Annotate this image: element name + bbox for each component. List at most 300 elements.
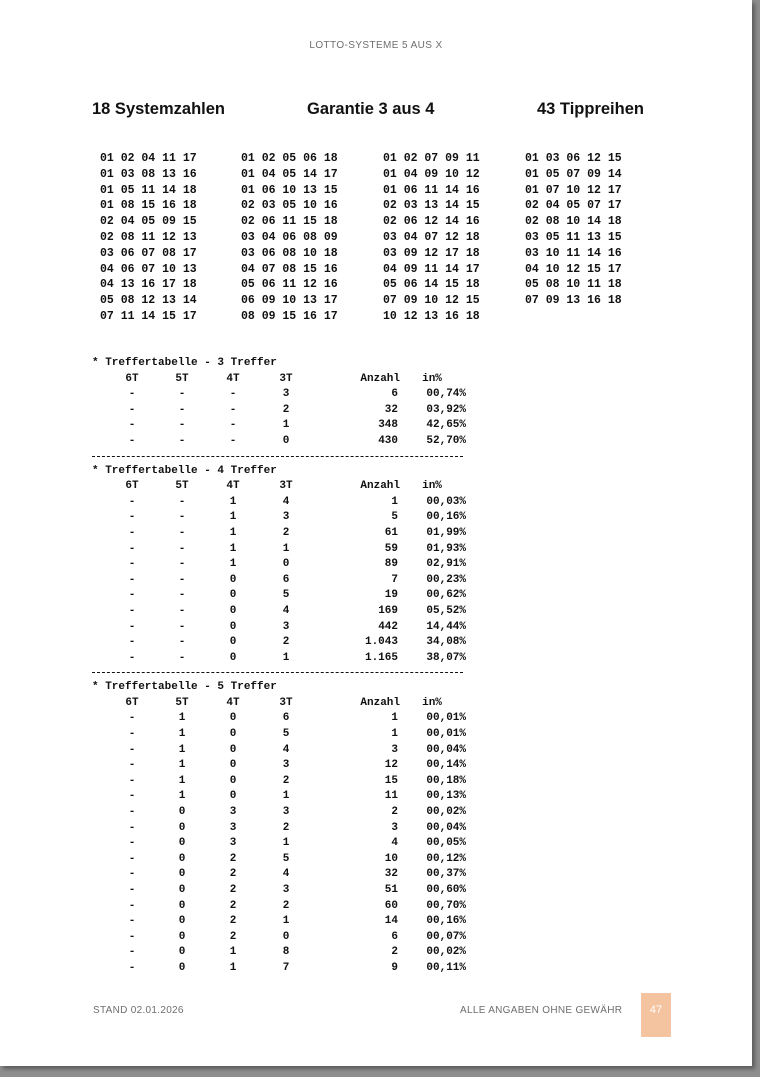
cell-percent: 03,92% [426, 403, 466, 416]
cell-3t: 1 [282, 837, 290, 850]
cell-3t: 0 [282, 558, 290, 571]
cell-3t: 6 [282, 712, 290, 725]
tip-row: 03 04 06 08 09 [241, 230, 338, 244]
cell-4t: 2 [229, 930, 237, 943]
cell-4t: 1 [229, 526, 237, 539]
heading-systemzahlen: 18 Systemzahlen [92, 100, 225, 118]
cell-percent: 14,44% [426, 620, 466, 633]
cell-4t: 1 [229, 558, 237, 571]
cell-4t: 0 [229, 774, 237, 787]
page-number: 47 [641, 993, 671, 1037]
table-row [92, 588, 466, 604]
cell-percent: 00,62% [426, 589, 466, 602]
tip-row: 02 04 05 07 17 [525, 199, 622, 213]
table-row [92, 836, 466, 852]
cell-6t: - [128, 620, 136, 633]
column-header-t5: 5T [175, 372, 189, 385]
cell-3t: 0 [282, 434, 290, 447]
cell-6t: - [128, 915, 136, 928]
cell-4t: 3 [229, 806, 237, 819]
cell-4t: 0 [229, 589, 237, 602]
column-header-pct: in% [422, 480, 442, 493]
cell-anzahl: 430 [378, 434, 398, 447]
cell-6t: - [128, 434, 136, 447]
table-header-row [92, 696, 442, 712]
table-separator [92, 450, 277, 464]
cell-anzahl: 1 [391, 728, 398, 741]
table-row [92, 418, 466, 434]
tip-row: 02 06 11 15 18 [241, 215, 338, 229]
table-separator [92, 666, 277, 680]
tip-row: 05 08 12 13 14 [100, 294, 197, 308]
table-title: * Treffertabelle - 5 Treffer [92, 681, 277, 694]
cell-3t: 3 [282, 511, 290, 524]
cell-6t: - [128, 511, 136, 524]
heading-tippreihen: 43 Tippreihen [537, 100, 644, 118]
tip-row: 07 09 10 12 15 [383, 294, 480, 308]
table-row [92, 542, 466, 558]
table-row [92, 758, 466, 774]
cell-percent: 00,37% [426, 868, 466, 881]
cell-6t: - [128, 821, 136, 834]
table-row [92, 883, 466, 899]
cell-3t: 0 [282, 930, 290, 943]
column-header-t4: 4T [226, 480, 240, 493]
cell-3t: 3 [282, 759, 290, 772]
cell-5t: - [178, 526, 186, 539]
cell-3t: 3 [282, 806, 290, 819]
column-header-anzahl: Anzahl [360, 480, 400, 493]
table-row [92, 930, 466, 946]
table-row [92, 604, 466, 620]
cell-6t: - [128, 946, 136, 959]
cell-anzahl: 61 [384, 526, 398, 539]
cell-percent: 00,16% [426, 915, 466, 928]
tip-row: 05 06 14 15 18 [383, 278, 480, 292]
tip-row: 01 02 04 11 17 [100, 152, 197, 165]
cell-5t: 0 [178, 852, 186, 865]
column-header-t4: 4T [226, 696, 240, 709]
table-row [92, 526, 466, 542]
tip-row: 02 08 11 12 13 [100, 230, 197, 244]
cell-3t: 5 [282, 852, 290, 865]
cell-3t: 3 [282, 884, 290, 896]
cell-percent: 00,04% [426, 821, 466, 834]
cell-anzahl: 51 [384, 884, 398, 896]
column-header-t3: 3T [279, 480, 293, 493]
tip-row: 02 04 05 09 15 [100, 215, 197, 229]
cell-6t: - [128, 759, 136, 772]
cell-anzahl: 4 [391, 837, 398, 850]
cell-percent: 00,11% [426, 961, 466, 974]
cell-6t: - [128, 852, 136, 865]
cell-6t: - [128, 403, 136, 416]
cell-4t: 0 [229, 759, 237, 772]
cell-anzahl: 348 [378, 419, 398, 432]
tip-column [241, 151, 381, 325]
tip-column [383, 151, 523, 325]
cell-percent: 00,02% [426, 946, 466, 959]
hit-tables [92, 356, 466, 977]
cell-percent: 00,16% [426, 511, 466, 524]
cell-3t: 2 [282, 526, 290, 539]
cell-5t: - [178, 388, 186, 401]
tip-row: 01 04 09 10 12 [383, 167, 480, 181]
tip-row: 01 04 05 14 17 [241, 167, 338, 181]
tip-column [100, 151, 240, 325]
cell-6t: - [128, 712, 136, 725]
table-row [92, 434, 466, 450]
tip-row: 05 08 10 11 18 [525, 278, 622, 292]
cell-6t: - [128, 899, 136, 912]
cell-6t: - [128, 790, 136, 803]
tip-row: 01 05 11 14 18 [100, 183, 197, 197]
tip-row: 07 11 14 15 17 [100, 309, 197, 323]
cell-4t: 1 [229, 542, 237, 555]
table-title: * Treffertabelle - 4 Treffer [92, 464, 277, 477]
cell-3t: 5 [282, 728, 290, 741]
cell-5t: 1 [178, 712, 186, 725]
cell-5t: 1 [178, 759, 186, 772]
tip-row: 01 07 10 12 17 [525, 183, 622, 197]
cell-3t: 2 [282, 403, 290, 416]
cell-3t: 8 [282, 946, 290, 959]
cell-5t: 0 [178, 915, 186, 928]
cell-anzahl: 1.165 [364, 651, 398, 664]
cell-5t: - [178, 573, 186, 586]
column-header-t6: 6T [125, 372, 139, 385]
tip-row: 02 06 12 14 16 [383, 215, 480, 229]
cell-anzahl: 10 [384, 852, 398, 865]
cell-anzahl: 1 [391, 712, 398, 725]
cell-5t: 1 [178, 774, 186, 787]
cell-4t: 0 [229, 651, 237, 664]
tip-row: 03 06 08 10 18 [241, 246, 338, 260]
cell-percent: 38,07% [426, 651, 466, 664]
column-header-anzahl: Anzahl [360, 696, 400, 709]
table-row [92, 711, 466, 727]
cell-anzahl: 89 [384, 558, 398, 571]
column-header-t3: 3T [279, 372, 293, 385]
cell-5t: 0 [178, 821, 186, 834]
cell-5t: 1 [178, 743, 186, 756]
cell-5t: - [178, 434, 186, 447]
cell-anzahl: 19 [384, 589, 398, 602]
cell-anzahl: 12 [384, 759, 398, 772]
table-row [92, 403, 466, 419]
cell-anzahl: 32 [384, 403, 398, 416]
table-row [92, 743, 466, 759]
cell-5t: 0 [178, 884, 186, 896]
cell-4t: 2 [229, 852, 237, 865]
cell-anzahl: 2 [391, 946, 398, 959]
cell-percent: 00,01% [426, 728, 466, 741]
column-header-t5: 5T [175, 696, 189, 709]
cell-5t: 0 [178, 837, 186, 850]
cell-anzahl: 2 [391, 806, 398, 819]
tip-row: 07 09 13 16 18 [525, 294, 622, 308]
cell-4t: 2 [229, 899, 237, 912]
cell-4t: 2 [229, 884, 237, 896]
cell-3t: 6 [282, 573, 290, 586]
cell-6t: - [128, 419, 136, 432]
tip-row: 04 13 16 17 18 [100, 278, 197, 292]
tip-row: 01 05 07 09 14 [525, 167, 622, 181]
table-row [92, 774, 466, 790]
column-header-anzahl: Anzahl [360, 372, 400, 385]
cell-percent: 00,01% [426, 712, 466, 725]
cell-3t: 1 [282, 542, 290, 555]
column-header-t4: 4T [226, 372, 240, 385]
cell-anzahl: 9 [391, 961, 398, 974]
cell-percent: 00,70% [426, 899, 466, 912]
table-row [92, 620, 466, 636]
cell-anzahl: 442 [378, 620, 398, 633]
cell-6t: - [128, 558, 136, 571]
cell-4t: 1 [229, 961, 237, 974]
cell-percent: 00,03% [426, 495, 466, 508]
cell-3t: 4 [282, 604, 290, 617]
tip-row: 04 06 07 10 13 [100, 262, 197, 276]
cell-percent: 01,93% [426, 542, 466, 555]
cell-6t: - [128, 930, 136, 943]
cell-6t: - [128, 884, 136, 896]
cell-4t: 0 [229, 620, 237, 633]
table-row [92, 821, 466, 837]
column-header-t3: 3T [279, 696, 293, 709]
cell-4t: 0 [229, 573, 237, 586]
table-row [92, 573, 466, 589]
cell-5t: 0 [178, 961, 186, 974]
cell-anzahl: 32 [384, 868, 398, 881]
table-row [92, 961, 466, 977]
table-row [92, 727, 466, 743]
cell-5t: - [178, 589, 186, 602]
cell-3t: 2 [282, 636, 290, 649]
table-row [92, 635, 466, 651]
tip-row: 03 05 11 13 15 [525, 230, 622, 244]
cell-percent: 42,65% [426, 419, 466, 432]
cell-3t: 1 [282, 790, 290, 803]
cell-3t: 5 [282, 589, 290, 602]
cell-anzahl: 1.043 [364, 636, 398, 649]
cell-3t: 2 [282, 774, 290, 787]
tip-row: 01 02 07 09 11 [383, 152, 480, 165]
cell-3t: 2 [282, 899, 290, 912]
table-row [92, 899, 466, 915]
cell-5t: - [178, 419, 186, 432]
cell-3t: 4 [282, 868, 290, 881]
table-row [92, 510, 466, 526]
tip-row: 05 06 11 12 16 [241, 278, 338, 292]
cell-5t: 0 [178, 946, 186, 959]
cell-5t: 0 [178, 899, 186, 912]
cell-anzahl: 59 [384, 542, 398, 555]
cell-6t: - [128, 604, 136, 617]
table-row [92, 387, 466, 403]
cell-4t: 0 [229, 604, 237, 617]
cell-percent: 52,70% [426, 434, 466, 447]
cell-percent: 00,13% [426, 790, 466, 803]
cell-5t: 0 [178, 930, 186, 943]
cell-3t: 2 [282, 821, 290, 834]
column-header-pct: in% [422, 372, 442, 385]
cell-anzahl: 3 [391, 743, 398, 756]
cell-6t: - [128, 868, 136, 881]
cell-6t: - [128, 573, 136, 586]
tip-row: 03 04 07 12 18 [383, 230, 480, 244]
cell-5t: - [178, 636, 186, 649]
cell-4t: 2 [229, 868, 237, 881]
cell-percent: 00,07% [426, 930, 466, 943]
cell-4t: - [229, 419, 237, 432]
cell-anzahl: 14 [384, 915, 398, 928]
cell-5t: - [178, 542, 186, 555]
cell-3t: 1 [282, 915, 290, 928]
cell-anzahl: 11 [384, 790, 398, 803]
column-header-t6: 6T [125, 696, 139, 709]
cell-4t: - [229, 388, 237, 401]
cell-4t: 2 [229, 915, 237, 928]
tip-row: 01 08 15 16 18 [100, 199, 197, 213]
cell-3t: 3 [282, 388, 290, 401]
cell-4t: 0 [229, 636, 237, 649]
tip-row: 03 09 12 17 18 [383, 246, 480, 260]
cell-anzahl: 169 [378, 604, 398, 617]
cell-4t: 1 [229, 495, 237, 508]
cell-6t: - [128, 542, 136, 555]
cell-anzahl: 7 [391, 573, 398, 586]
running-header: LOTTO-SYSTEME 5 AUS X [309, 40, 443, 51]
tip-row: 01 03 08 13 16 [100, 167, 197, 181]
table-row [92, 945, 466, 961]
table-row [92, 852, 466, 868]
cell-anzahl: 60 [384, 899, 398, 912]
cell-4t: 0 [229, 728, 237, 741]
table-row [92, 495, 466, 511]
cell-percent: 00,04% [426, 743, 466, 756]
tip-row: 02 03 05 10 16 [241, 199, 338, 213]
table-title: * Treffertabelle - 3 Treffer [92, 357, 277, 369]
column-header-t5: 5T [175, 480, 189, 493]
heading-garantie: Garantie 3 aus 4 [307, 100, 435, 118]
cell-5t: - [178, 651, 186, 664]
cell-4t: 0 [229, 712, 237, 725]
table-row [92, 914, 466, 930]
cell-5t: - [178, 558, 186, 571]
cell-6t: - [128, 961, 136, 974]
cell-anzahl: 6 [391, 388, 398, 401]
cell-6t: - [128, 728, 136, 741]
table-row [92, 805, 466, 821]
table-row [92, 651, 466, 667]
cell-4t: 0 [229, 790, 237, 803]
cell-anzahl: 6 [391, 930, 398, 943]
cell-percent: 00,05% [426, 837, 466, 850]
cell-4t: 1 [229, 511, 237, 524]
cell-percent: 02,91% [426, 558, 466, 571]
tip-row: 01 06 10 13 15 [241, 183, 338, 197]
cell-percent: 05,52% [426, 604, 466, 617]
cell-anzahl: 5 [391, 511, 398, 524]
cell-4t: 1 [229, 946, 237, 959]
tip-row: 01 03 06 12 15 [525, 152, 622, 165]
cell-6t: - [128, 837, 136, 850]
cell-3t: 4 [282, 495, 290, 508]
column-header-pct: in% [422, 696, 442, 709]
cell-percent: 00,18% [426, 774, 466, 787]
table-row [92, 789, 466, 805]
table-header-row [92, 479, 442, 495]
tip-row: 01 06 11 14 16 [383, 183, 480, 197]
tip-row: 04 07 08 15 16 [241, 262, 338, 276]
cell-3t: 1 [282, 651, 290, 664]
table-header-row [92, 372, 442, 388]
footer-disclaimer: ALLE ANGABEN OHNE GEWÄHR [460, 1005, 623, 1016]
cell-percent: 34,08% [426, 636, 466, 649]
cell-5t: 1 [178, 728, 186, 741]
cell-6t: - [128, 636, 136, 649]
cell-3t: 1 [282, 419, 290, 432]
column-header-t6: 6T [125, 480, 139, 493]
cell-percent: 00,02% [426, 806, 466, 819]
cell-percent: 00,12% [426, 852, 466, 865]
table-row [92, 557, 466, 573]
tip-row: 03 10 11 14 16 [525, 246, 622, 260]
cell-3t: 7 [282, 961, 290, 974]
cell-3t: 3 [282, 620, 290, 633]
cell-6t: - [128, 388, 136, 401]
tip-row: 06 09 10 13 17 [241, 294, 338, 308]
cell-5t: - [178, 604, 186, 617]
footer-stand: STAND 02.01.2026 [93, 1005, 184, 1016]
cell-5t: - [178, 620, 186, 633]
cell-percent: 01,99% [426, 526, 466, 539]
cell-6t: - [128, 589, 136, 602]
cell-percent: 00,60% [426, 884, 466, 896]
cell-percent: 00,14% [426, 759, 466, 772]
tip-column [525, 151, 665, 309]
cell-anzahl: 15 [384, 774, 398, 787]
cell-4t: - [229, 434, 237, 447]
tip-row: 02 03 13 14 15 [383, 199, 480, 213]
cell-6t: - [128, 806, 136, 819]
cell-6t: - [128, 495, 136, 508]
cell-3t: 4 [282, 743, 290, 756]
cell-percent: 00,74% [426, 388, 466, 401]
cell-percent: 00,23% [426, 573, 466, 586]
cell-6t: - [128, 743, 136, 756]
tip-row: 01 02 05 06 18 [241, 152, 338, 165]
cell-4t: 3 [229, 821, 237, 834]
cell-5t: 0 [178, 806, 186, 819]
cell-anzahl: 3 [391, 821, 398, 834]
cell-4t: - [229, 403, 237, 416]
tip-row: 08 09 15 16 17 [241, 309, 338, 323]
cell-5t: 0 [178, 868, 186, 881]
cell-5t: - [178, 511, 186, 524]
tip-row: 03 06 07 08 17 [100, 246, 197, 260]
cell-6t: - [128, 651, 136, 664]
cell-5t: - [178, 495, 186, 508]
cell-4t: 0 [229, 743, 237, 756]
cell-4t: 3 [229, 837, 237, 850]
table-row [92, 867, 466, 883]
cell-6t: - [128, 774, 136, 787]
tip-row: 04 10 12 15 17 [525, 262, 622, 276]
cell-anzahl: 1 [391, 495, 398, 508]
cell-5t: - [178, 403, 186, 416]
